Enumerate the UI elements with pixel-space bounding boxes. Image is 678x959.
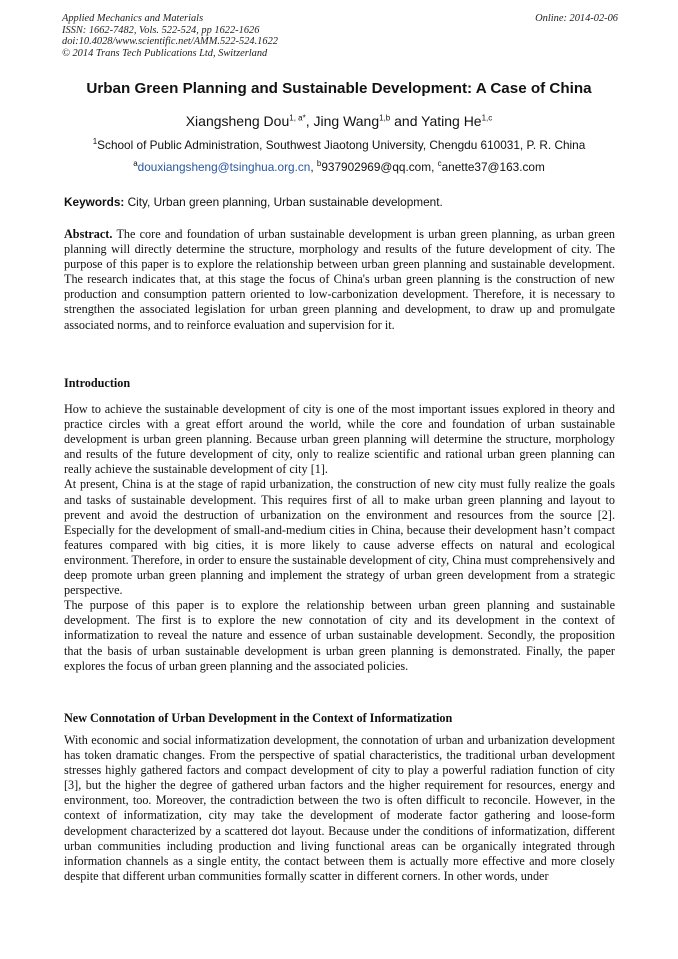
email-link[interactable]: douxiangsheng@tsinghua.org.cn <box>137 159 311 174</box>
email-superscript: c <box>437 159 442 168</box>
author-name: Jing Wang <box>313 113 380 129</box>
email-address: anette37@163.com <box>441 159 545 174</box>
paper-title: Urban Green Planning and Sustainable Development: A Case of China <box>86 80 592 97</box>
author-line <box>40 113 638 129</box>
paragraph: At present, China is at the stage of rapid urbanization, the construction of new city must fully realize the goals and tasks of sustainable development. This requires first of all to make urban green planning and layout to prevent and avoid the destruction of urbanization on the environment and resources from the source [2]. Especially for the development of small-and-medium cities in China, because their development hasn’t compact features compared with big cities, it is more likely to cause adverse effects on natural and ecological environment. Therefore, in order to ensure the sustainable development of city, China must comprehensively and deep promote urban green planning and implement the strategy of urban green development from a strategic perspective. <box>64 477 615 598</box>
author-name: Xiangsheng Dou <box>185 113 290 129</box>
affiliation-superscript: 1 <box>92 137 98 146</box>
author-superscript: 1,c <box>481 113 493 123</box>
keywords-label: Keywords: <box>64 195 125 209</box>
introduction-body <box>64 402 615 674</box>
email-line <box>40 159 638 174</box>
author-superscript: 1,b <box>379 113 391 123</box>
section-heading: New Connotation of Urban Development in the Context of Informatization <box>64 711 453 725</box>
author-separator: , <box>305 113 314 129</box>
copyright-line: © 2014 Trans Tech Publications Ltd, Switzerland <box>62 47 268 59</box>
email-separator: , <box>310 159 317 174</box>
keywords-text: City, Urban green planning, Urban sustainable development. <box>124 195 443 209</box>
email-address: 937902969@qq.com <box>321 159 432 174</box>
email-separator: , <box>431 159 438 174</box>
paragraph: The purpose of this paper is to explore the relationship between urban green planning and sustainable development. The first is to explore the new connotation of city and its development in the context of informatization to reveal the nature and essence of urban sustainable development. Secondly, the proposition that the basis of urban sustainable development is urban green planning is demonstrated. Finally, the paper explores the focus of urban green planning and the associated policies. <box>64 598 615 673</box>
affiliation <box>40 137 638 152</box>
author-name: Yating He <box>421 113 482 129</box>
journal-header <box>62 13 618 59</box>
email-superscript: a <box>133 159 138 168</box>
keywords <box>64 195 624 209</box>
email-superscript: b <box>316 159 322 168</box>
issn-line: ISSN: 1662-7482, Vols. 522-524, pp 1622-1626 <box>62 24 260 36</box>
abstract <box>64 227 615 333</box>
online-date: Online: 2014-02-06 <box>535 13 618 24</box>
affiliation-text: School of Public Administration, Southwest Jiaotong University, Chengdu 610031, P. R. China <box>97 137 586 152</box>
author-separator: and <box>390 113 422 129</box>
journal-name: Applied Mechanics and Materials <box>62 13 204 24</box>
paragraph: With economic and social informatization development, the connotation of urban and urbanization development has token dramatic changes. From the perspective of spatial characteristics, the traditional urban development stresses highly gathered factors and compact development of city to play a powerful radiation function of city [3], but the higher the degree of gathered urban factors and the higher requirement for resources, energy and environment, too. Moreover, the contradiction between the two is often difficult to reconcile. However, in the context of informatization, city may take the development of moderate factor gathering and loose-form development characterized by a scattered dot layout. Because under the conditions of informatization, different urban communities including production and living functional areas can be organically integrated through information channels as a single entity, the contact between them is actually more effective and more closely despite that different urban communities formally scatter in different corners. In other words, under <box>64 733 615 883</box>
author-superscript: 1, a* <box>289 113 306 123</box>
abstract-label: Abstract. <box>64 227 113 241</box>
doi-line[interactable]: doi:10.4028/www.scientific.net/AMM.522-524.1622 <box>62 36 278 48</box>
paragraph: How to achieve the sustainable development of city is one of the most important issues explored in theory and practice circles with a great effort around the world, while the core and foundation of urban sustainable development is urban green planning. Because urban green planning will determine the structure, morphology and results of the future development of city, only to realize scientific and rational urban green planning can really achieve the sustainable development of city [1]. <box>64 402 615 477</box>
abstract-text: The core and foundation of urban sustainable development is urban green planning, as urban green planning will directly determine the structure, morphology and results of the future development of city. The purpose of this paper is to explore the relationship between urban green planning and sustainable development. The research indicates that, at this stage the focus of China's urban green planning is the construction of new production and consumption pattern oriented to low-carbonization development. Therefore, it is necessary to strengthen the associated legislation for urban green planning and development, to draw up and promulgate associated norms, and to reinforce evaluation and supervision for it. <box>64 227 615 332</box>
section-heading: Introduction <box>64 376 131 390</box>
section2-body <box>64 733 615 884</box>
